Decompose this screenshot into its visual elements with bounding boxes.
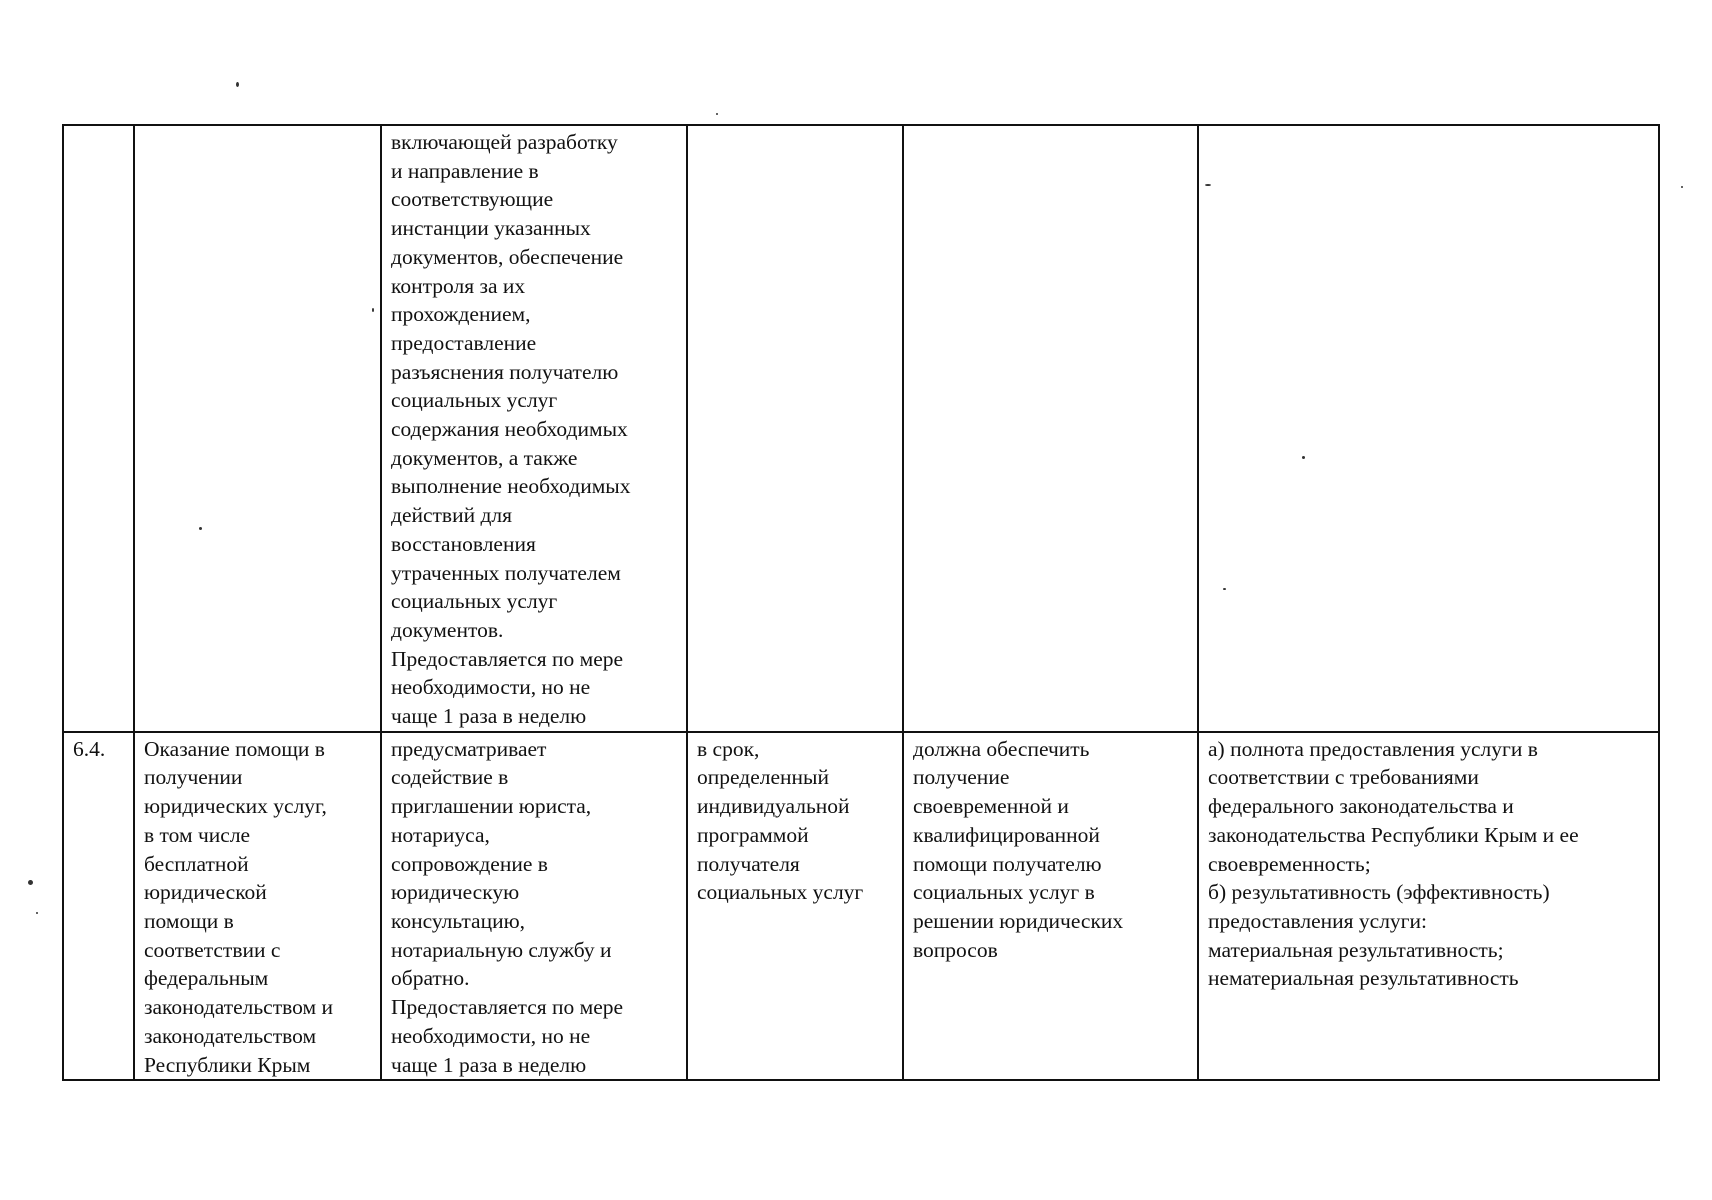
scan-speck: [199, 527, 202, 530]
table-row: [63, 732, 1659, 1080]
table-cell-number: [63, 125, 134, 732]
table-cell-deadline: [687, 125, 903, 732]
table-cell-evaluation: [1198, 125, 1659, 732]
table-cell-description: включающей разработку и направление в соответствующие инстанции указанных документов, обеспечение контроля за их прохождением, предоставление разъяснения получателю социальных услуг содержания необходимых документов, а также выполнение необходимых действий для восстановления утраченных получателем социальных услуг документов. Предоставляется по мере необходимости, но не чаще 1 раза в неделю: [381, 125, 687, 732]
table-cell-number: 6.4.: [63, 732, 134, 1080]
table-cell-service-name: Оказание помощи в получении юридических услуг, в том числе бесплатной юридической помощи в соответствии с федеральным законодательством и законодательством Республики Крым: [134, 732, 381, 1080]
table-cell-service-name: [134, 125, 381, 732]
services-table: [62, 124, 1660, 1081]
scan-speck: [28, 880, 33, 885]
table-cell-evaluation: а) полнота предоставления услуги в соответствии с требованиями федерального законодательства и законодательства Республики Крым и ее своевременность; б) результативность (эффективность) предоставления услуги: материальная результативность; нематериальная результативность: [1198, 732, 1659, 1080]
scan-speck: [1205, 184, 1211, 186]
scan-speck: [716, 113, 718, 115]
scan-speck: [1223, 588, 1226, 590]
table-cell-quality: [903, 125, 1198, 732]
scan-speck: [1302, 456, 1305, 459]
scan-speck: [236, 82, 239, 87]
table-cell-quality: должна обеспечить получение своевременной и квалифицированной помощи получателю социальных услуг в решении юридических вопросов: [903, 732, 1198, 1080]
scan-speck: [372, 308, 374, 312]
table-cell-description: предусматривает содействие в приглашении юриста, нотариуса, сопровождение в юридическую консультацию, нотариальную службу и обратно. Предоставляется по мере необходимости, но не чаще 1 раза в неделю: [381, 732, 687, 1080]
scan-speck: [36, 912, 38, 914]
scan-speck: [1681, 186, 1683, 188]
table-row: [63, 125, 1659, 732]
table-cell-deadline: в срок, определенный индивидуальной программой получателя социальных услуг: [687, 732, 903, 1080]
